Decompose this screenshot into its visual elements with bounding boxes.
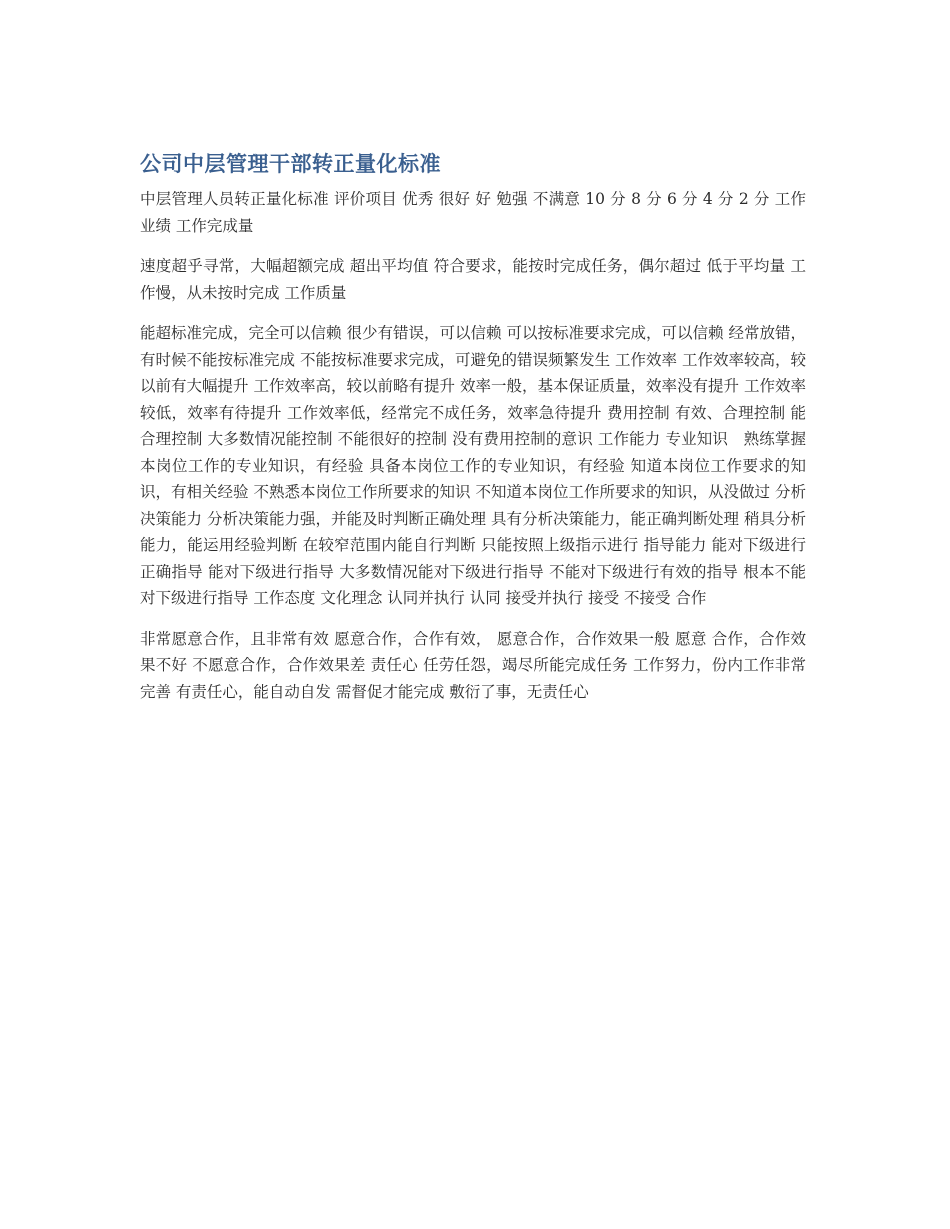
document-title: 公司中层管理干部转正量化标准 bbox=[140, 152, 441, 176]
paragraph-1: 中层管理人员转正量化标准 评价项目 优秀 很好 好 勉强 不满意 10 分 8 分 6 分 4 分 2 分 工作业绩 工作完成量 bbox=[140, 190, 806, 235]
document-page bbox=[140, 148, 806, 719]
paragraph-4: 非常愿意合作，且非常有效 愿意合作，合作有效， 愿意合作，合作效果一般 愿意 合作，合作效果不好 不愿意合作，合作效果差 责任心 任劳任怨，竭尽所能完成任务 工作努力，份内工作非常完善 有责任心，能自动自发 需督促才能完成 敷衍了事，无责任心 bbox=[140, 629, 806, 701]
paragraph-2: 速度超乎寻常，大幅超额完成 超出平均值 符合要求，能按时完成任务，偶尔超过 低于平均量 工作慢，从未按时完成 工作质量 bbox=[140, 257, 806, 302]
paragraph-3: 能超标准完成，完全可以信赖 很少有错误，可以信赖 可以按标准要求完成，可以信赖 经常放错，有时候不能按标准完成 不能按标准要求完成，可避免的错误频繁发生 工作效率 工作效率较高，较以前有大幅提升 工作效率高，较以前略有提升 效率一般，基本保证质量，效率没有提升 工作效率较低，效率有待提升 工作效率低，经常完不成任务，效率急待提升 费用控制 有效、合理控制 能合理控制 大多数情况能控制 不能很好的控制 没有费用控制的意识 工作能力 专业知识 熟练掌握本岗位工作的专业知识，有经验 具备本岗位工作的专业知识，有经验 知道本岗位工作要求的知识，有相关经验 不熟悉本岗位工作所要求的知识 不知道本岗位工作所要求的知识，从没做过 分析决策能力 分析决策能力强，并能及时判断正确处理 具有分析决策能力，能正确判断处理 稍具分析能力，能运用经验判断 在较窄范围内能自行判断 只能按照上级指示进行 指导能力 能对下级进行正确指导 能对下级进行指导 大多数情况能对下级进行指导 不能对下级进行有效的指导 根本不能对下级进行指导 工作态度 文化理念 认同并执行 认同 接受并执行 接受 不接受 合作 bbox=[140, 324, 806, 607]
